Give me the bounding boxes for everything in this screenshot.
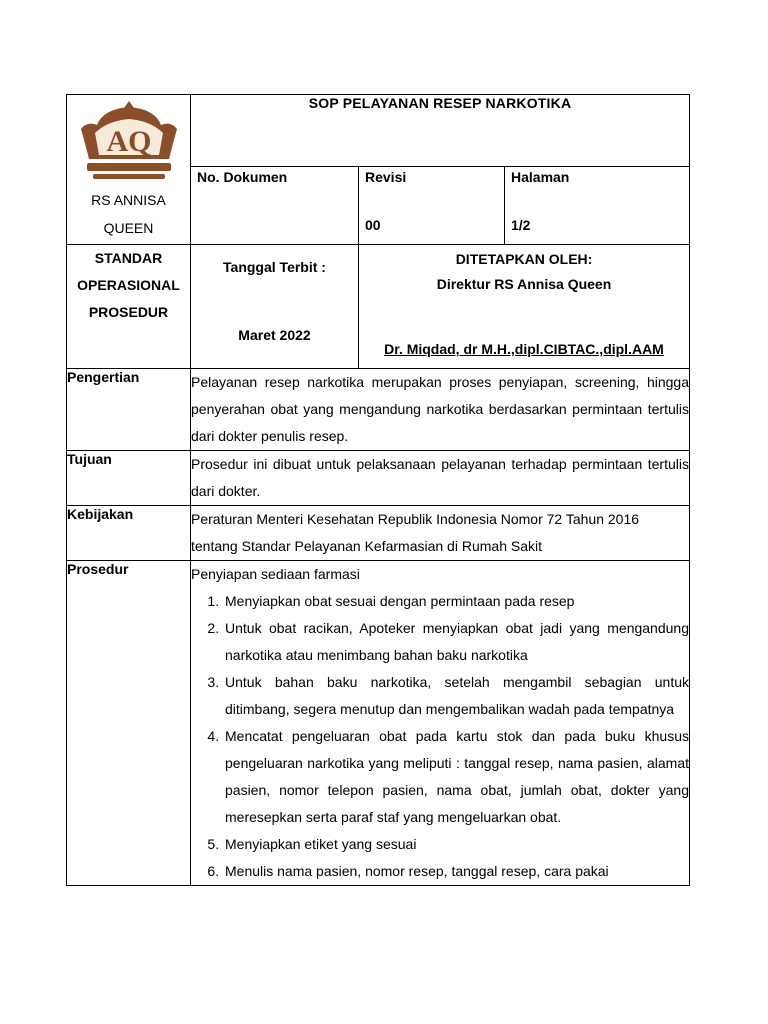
direktur-title: Direktur RS Annisa Queen: [436, 276, 612, 292]
std-line2: OPERASIONAL: [77, 277, 180, 293]
tujuan-text: Prosedur ini dibuat untuk pelaksanaan pelayanan terhadap permintaan tertulis dari dokter.: [191, 451, 690, 506]
tanggal-terbit-label: Tanggal Terbit :: [223, 259, 326, 275]
hospital-name-line1: RS ANNISA: [91, 192, 166, 208]
ditetapkan-label: DITETAPKAN OLEH:: [455, 251, 593, 267]
prosedur-content: [191, 561, 690, 886]
logo-initials: AQ: [106, 125, 151, 158]
std-line1: STANDAR: [94, 250, 163, 266]
no-dokumen-label: No. Dokumen: [197, 169, 288, 185]
list-item: 1. Menyiapkan obat sesuai dengan permintaan pada resep: [223, 588, 689, 615]
tujuan-label: Tujuan: [67, 451, 191, 506]
signatory-name: Dr. Miqdad, dr M.H.,dipl.CIBTAC.,dipl.AAM: [384, 341, 664, 357]
hospital-logo: [77, 99, 181, 183]
revisi-cell: [359, 167, 505, 245]
tanggal-terbit-cell: [191, 245, 359, 369]
document-title: SOP PELAYANAN RESEP NARKOTIKA: [191, 95, 690, 167]
prosedur-intro: Penyiapan sediaan farmasi: [191, 566, 360, 582]
list-item: 2. Untuk obat racikan, Apoteker menyiapkan obat jadi yang mengandung narkotika atau menimbang bahan baku narkotika: [223, 615, 689, 669]
standar-operasional-prosedur: [67, 245, 191, 369]
halaman-cell: [505, 167, 690, 245]
logo-cell: [67, 95, 191, 245]
prosedur-label: Prosedur: [67, 561, 191, 886]
no-dokumen-cell: [191, 167, 359, 245]
tanggal-terbit-value: Maret 2022: [238, 327, 311, 343]
sop-table: [66, 94, 690, 886]
prosedur-steps: [191, 588, 689, 885]
std-line3: PROSEDUR: [88, 304, 169, 320]
ditetapkan-cell: [359, 245, 690, 369]
kebijakan-text: Peraturan Menteri Kesehatan Republik Indonesia Nomor 72 Tahun 2016 tentang Standar Pelayanan Kefarmasian di Rumah Sakit: [191, 506, 690, 561]
hospital-name-line2: QUEEN: [103, 220, 154, 236]
revisi-label: Revisi: [365, 169, 407, 185]
revisi-value: 00: [365, 217, 381, 233]
pengertian-text: Pelayanan resep narkotika merupakan proses penyiapan, screening, hingga penyerahan obat yang mengandung narkotika berdasarkan permintaan tertulis dari dokter penulis resep.: [191, 369, 690, 451]
halaman-label: Halaman: [511, 169, 570, 185]
list-item: 3. Untuk bahan baku narkotika, setelah mengambil sebagian untuk ditimbang, segera menutup dan mengembalikan wadah pada tempatnya: [223, 669, 689, 723]
pengertian-label: Pengertian: [67, 369, 191, 451]
list-item: 5. Menyiapkan etiket yang sesuai: [223, 831, 689, 858]
halaman-value: 1/2: [511, 217, 531, 233]
kebijakan-label: Kebijakan: [67, 506, 191, 561]
list-item: 6. Menulis nama pasien, nomor resep, tanggal resep, cara pakai: [223, 858, 689, 885]
list-item: 4. Mencatat pengeluaran obat pada kartu stok dan pada buku khusus pengeluaran narkotika yang meliputi : tanggal resep, nama pasien, alamat pasien, nomor telepon pasien, nama obat, jumlah obat, dokter yang meresepkan serta paraf staf yang mengeluarkan obat.: [223, 723, 689, 831]
